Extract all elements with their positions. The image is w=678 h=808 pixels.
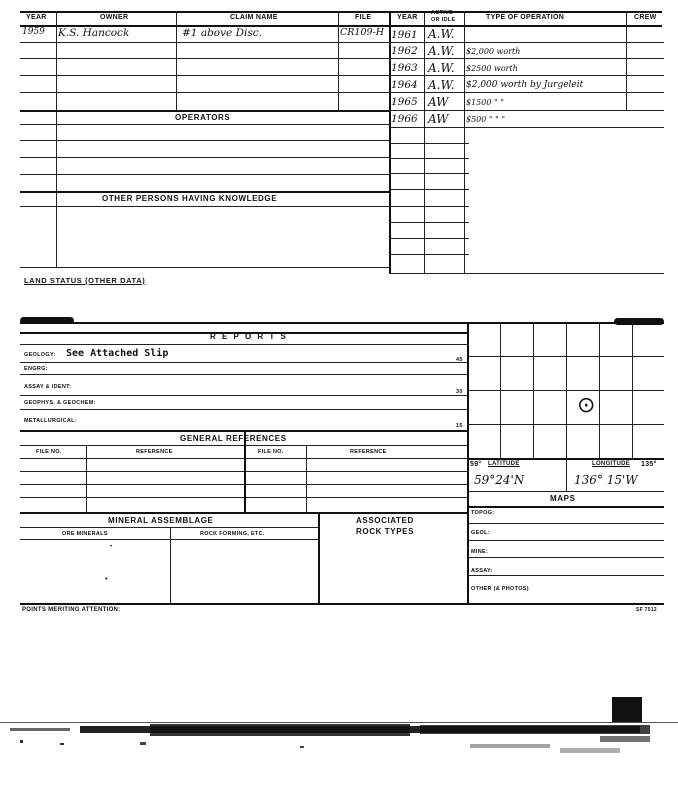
row-line — [389, 173, 469, 174]
ref-header-reference-1: REFERENCE — [136, 449, 173, 455]
op-year-2: 1962 — [391, 45, 418, 57]
row-line — [20, 362, 468, 363]
header-type-of-operation: TYPE OF OPERATION — [486, 14, 565, 21]
land-status-label: LAND STATUS (OTHER DATA) — [24, 276, 146, 285]
engrg-label: ENGRG: — [24, 366, 48, 372]
owner-name: K.S. Hancock — [58, 27, 130, 39]
row-line — [20, 374, 468, 375]
row-line — [389, 254, 469, 255]
latitude-prefix: 59° — [470, 461, 482, 468]
row-line — [389, 238, 469, 239]
row-line — [389, 75, 664, 76]
row-line — [20, 42, 389, 43]
op-type-2: $2,000 worth — [466, 47, 521, 56]
row-line — [389, 222, 469, 223]
maps-geol: GEOL: — [471, 530, 490, 536]
grid-row — [467, 390, 664, 391]
row-line — [20, 157, 389, 158]
col-line — [626, 11, 627, 111]
row-line — [20, 124, 389, 125]
top-border — [20, 11, 662, 13]
row-line — [389, 189, 469, 190]
claim-location-marker: ⊙ — [577, 393, 596, 418]
row-line — [20, 539, 318, 540]
geology-value: See Attached Slip — [66, 348, 169, 359]
op-status-1: A.W. — [428, 27, 455, 41]
header-owner: OWNER — [100, 14, 129, 21]
col-line — [464, 11, 465, 273]
col-line — [170, 527, 171, 604]
op-year-5: 1965 — [391, 96, 418, 108]
row-line — [389, 206, 469, 207]
associated-label: ASSOCIATED — [356, 516, 414, 525]
assay-label: ASSAY & IDENT: — [24, 384, 72, 390]
row-line — [389, 42, 664, 43]
row-line — [20, 75, 389, 76]
col-line — [424, 11, 425, 273]
file-number: CR109-H — [340, 27, 385, 38]
header-or-idle: OR IDLE — [431, 17, 456, 23]
ore-minerals-header: ORE MINERALS — [62, 531, 108, 537]
section-border — [20, 322, 664, 324]
grid-row — [467, 356, 664, 357]
speck: • — [105, 576, 108, 583]
row-line — [20, 110, 389, 112]
op-status-4: A.W. — [428, 78, 455, 92]
row-line — [20, 92, 389, 93]
op-type-5: $1500 " " — [466, 98, 504, 107]
row-line — [389, 143, 469, 144]
maps-mine: MINE: — [471, 549, 489, 555]
knowledge-title: OTHER PERSONS HAVING KNOWLEDGE — [102, 194, 278, 203]
margin-mark-15: 15 — [456, 423, 463, 429]
grid-row — [467, 575, 664, 576]
op-year-4: 1964 — [391, 79, 418, 91]
op-year-6: 1966 — [391, 113, 418, 125]
form-number: SF 7512 — [636, 607, 658, 613]
col-line — [338, 11, 339, 112]
col-line — [56, 11, 57, 267]
grid-row — [467, 506, 664, 508]
grid-row — [467, 540, 664, 541]
op-status-3: A.W. — [428, 61, 455, 75]
latitude-label: LATITUDE — [488, 461, 520, 467]
geophys-label: GEOPHYS. & GEOCHEM: — [24, 400, 96, 406]
row-line — [20, 512, 468, 514]
col-line — [86, 445, 87, 513]
col-line — [306, 445, 307, 513]
rock-types-label: ROCK TYPES — [356, 527, 415, 536]
row-line — [20, 140, 389, 141]
op-type-4: $2,000 worth by Jurgeleit — [466, 80, 584, 90]
row-line — [20, 527, 318, 528]
row-line — [389, 127, 664, 128]
row-line — [389, 92, 664, 93]
row-line — [20, 191, 389, 193]
op-status-2: A.W. — [428, 44, 455, 58]
row-line — [20, 206, 389, 207]
metallurgical-label: METALLURGICAL: — [24, 418, 77, 424]
op-year-1: 1961 — [391, 29, 418, 41]
rock-forming-header: ROCK FORMING, ETC. — [200, 531, 265, 537]
grid-row — [467, 491, 664, 492]
op-status-6: AW — [428, 112, 449, 126]
row-line — [389, 110, 664, 111]
ref-header-file-2: FILE NO. — [258, 449, 284, 455]
col-line — [318, 512, 320, 604]
operators-title: OPERATORS — [175, 113, 231, 122]
header-crew: CREW — [634, 14, 657, 21]
maps-title: MAPS — [550, 494, 576, 503]
latitude-value: 59°24'N — [474, 473, 525, 487]
geology-label: GEOLOGY: — [24, 352, 56, 358]
reports-title: R E P O R T S — [210, 332, 288, 341]
header-active: ACTIVE — [431, 10, 453, 16]
row-line — [20, 174, 389, 175]
row-line — [20, 395, 468, 396]
header-claim-name: CLAIM NAME — [230, 14, 278, 21]
op-type-3: $2500 worth — [466, 64, 518, 73]
header-year: YEAR — [26, 14, 47, 21]
grid-row — [467, 557, 664, 558]
row-line — [389, 58, 664, 59]
op-type-6: $500 " " " — [466, 115, 506, 124]
op-status-5: AW — [428, 95, 449, 109]
speck: • — [110, 544, 113, 550]
row-line — [20, 409, 468, 410]
row-line — [20, 58, 389, 59]
grid-row — [467, 523, 664, 524]
row-line — [20, 267, 389, 268]
row-line — [389, 273, 664, 274]
op-year-3: 1963 — [391, 62, 418, 74]
ref-header-file-1: FILE NO. — [36, 449, 62, 455]
col-line — [467, 322, 469, 604]
longitude-value: 136° 15'W — [574, 473, 638, 487]
row-line — [389, 158, 469, 159]
points-meriting-label: POINTS MERITING ATTENTION: — [22, 607, 121, 613]
longitude-label: LONGITUDE — [592, 461, 631, 467]
general-references-title: GENERAL REFERENCES — [180, 434, 287, 443]
col-line — [176, 11, 177, 112]
claim-name: #1 above Disc. — [182, 27, 262, 39]
margin-mark-30: 30 — [456, 389, 463, 395]
header-op-year: YEAR — [397, 14, 418, 21]
maps-other: OTHER (& PHOTOS) — [471, 586, 529, 592]
owner-year: 1959 — [22, 27, 45, 37]
maps-topog: TOPOG: — [471, 510, 495, 516]
maps-assay: ASSAY: — [471, 568, 493, 574]
longitude-suffix: 135° — [641, 461, 657, 468]
row-line — [20, 344, 468, 345]
col-line — [244, 432, 246, 513]
mineral-assemblage-title: MINERAL ASSEMBLAGE — [108, 516, 214, 525]
grid-row — [467, 424, 664, 425]
row-line — [20, 603, 664, 605]
scan-noise-strip — [0, 718, 678, 768]
header-file: FILE — [355, 14, 372, 21]
ref-header-reference-2: REFERENCE — [350, 449, 387, 455]
margin-mark-45: 45 — [456, 357, 463, 363]
col-line — [566, 458, 567, 492]
